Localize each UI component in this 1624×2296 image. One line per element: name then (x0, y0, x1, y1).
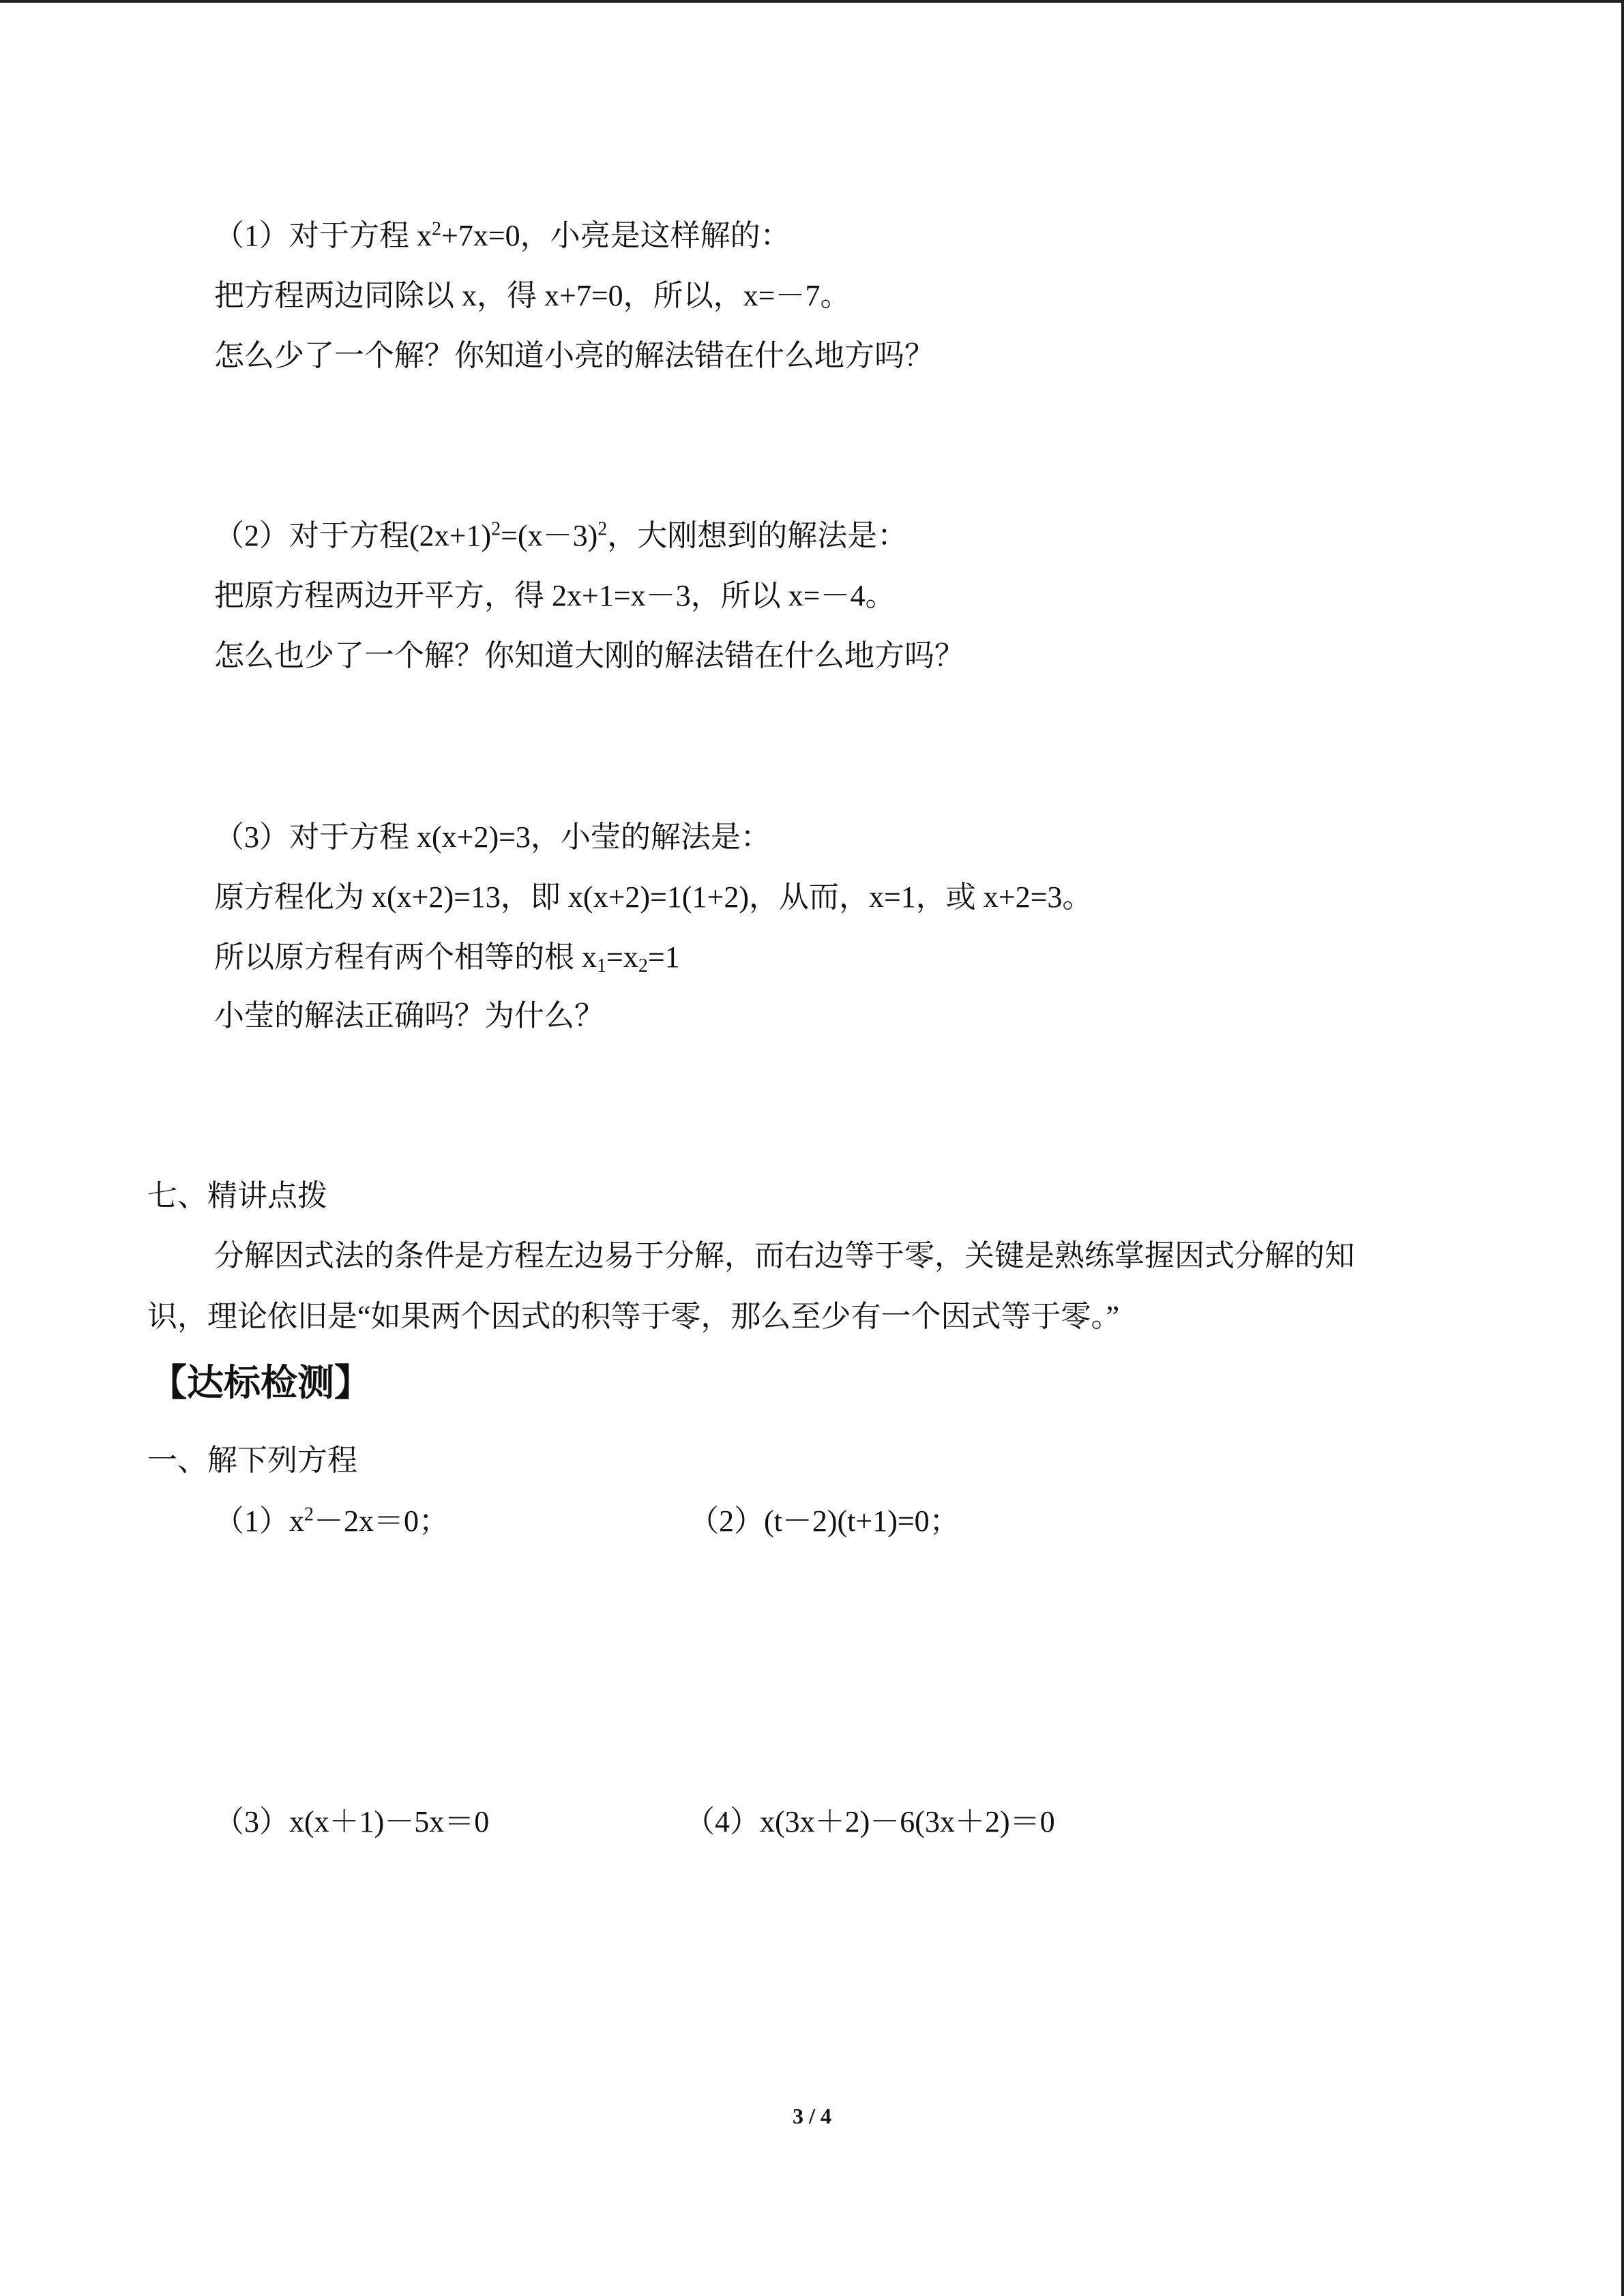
q2-intro-exponent-2: 2 (597, 518, 608, 540)
q1-question: 怎么少了一个解？你知道小亮的解法错在什么地方吗？ (214, 339, 934, 372)
q2-step: 把原方程两边开平方，得 2x+1=x－3，所以 x=－4。 (214, 579, 896, 612)
section7-title: 七、精讲点拨 (147, 1179, 327, 1212)
q3-conclusion-text-c: =1 (647, 940, 680, 974)
q3-conclusion-text-a: 所以原方程有两个相等的根 x (214, 940, 597, 974)
q2-intro-text-c: ，大刚想到的解法是： (607, 519, 908, 552)
q3-intro: （3）对于方程 x(x+2)=3，小莹的解法是： (214, 820, 771, 854)
q2-question: 怎么也少了一个解？你知道大刚的解法错在什么地方吗？ (214, 639, 964, 672)
check-problem-2: （2）(t－2)(t+1)=0； (689, 1504, 960, 1538)
q1-intro-text-a: （1）对于方程 x (214, 219, 432, 252)
q1-step: 把方程两边同除以 x，得 x+7=0，所以，x=－7。 (214, 279, 851, 312)
q2-intro-text-a: （2）对于方程(2x+1) (214, 519, 492, 552)
page-number: 3 / 4 (793, 2104, 831, 2128)
q3-conclusion-text-b: =x (606, 940, 638, 974)
check-problem-1-exponent: 2 (304, 1504, 314, 1525)
q2-intro-exponent-1: 2 (491, 518, 501, 540)
section7-paragraph-line-1: 分解因式法的条件是方程左边易于分解，而右边等于零，关键是熟练掌握因式分解的知 (214, 1239, 1355, 1272)
q3-step: 原方程化为 x(x+2)=13，即 x(x+2)=1(1+2)，从而，x=1，或 x+2=3。 (214, 880, 1093, 914)
section7-paragraph-line-2: 识，理论依旧是“如果两个因式的积等于零，那么至少有一个因式等于零。” (147, 1300, 1120, 1333)
check-problem-3: （3）x(x＋1)－5x＝0 (214, 1805, 490, 1838)
q3-conclusion-subscript-1: 1 (597, 955, 606, 976)
check-problem-1 (214, 1502, 449, 1540)
q1-intro-text-b: +7x=0，小亮是这样解的： (441, 219, 791, 252)
q3-question: 小莹的解法正确吗？为什么？ (214, 999, 604, 1032)
check-problem-1-text-a: （1）x (214, 1504, 304, 1538)
q3-conclusion-subscript-2: 2 (638, 955, 648, 976)
q3-conclusion (214, 938, 680, 976)
check-problem-4: （4）x(3x＋2)－6(3x＋2)＝0 (685, 1805, 1055, 1838)
q1-intro-exponent: 2 (432, 218, 441, 240)
q2-intro-text-b: =(x－3) (501, 519, 598, 552)
check-problem-1-text-b: －2x＝0； (314, 1504, 449, 1538)
q1-intro (214, 217, 791, 255)
q2-intro (214, 517, 907, 555)
check-subtitle: 一、解下列方程 (147, 1444, 357, 1477)
check-heading: 【达标检测】 (150, 1361, 371, 1404)
